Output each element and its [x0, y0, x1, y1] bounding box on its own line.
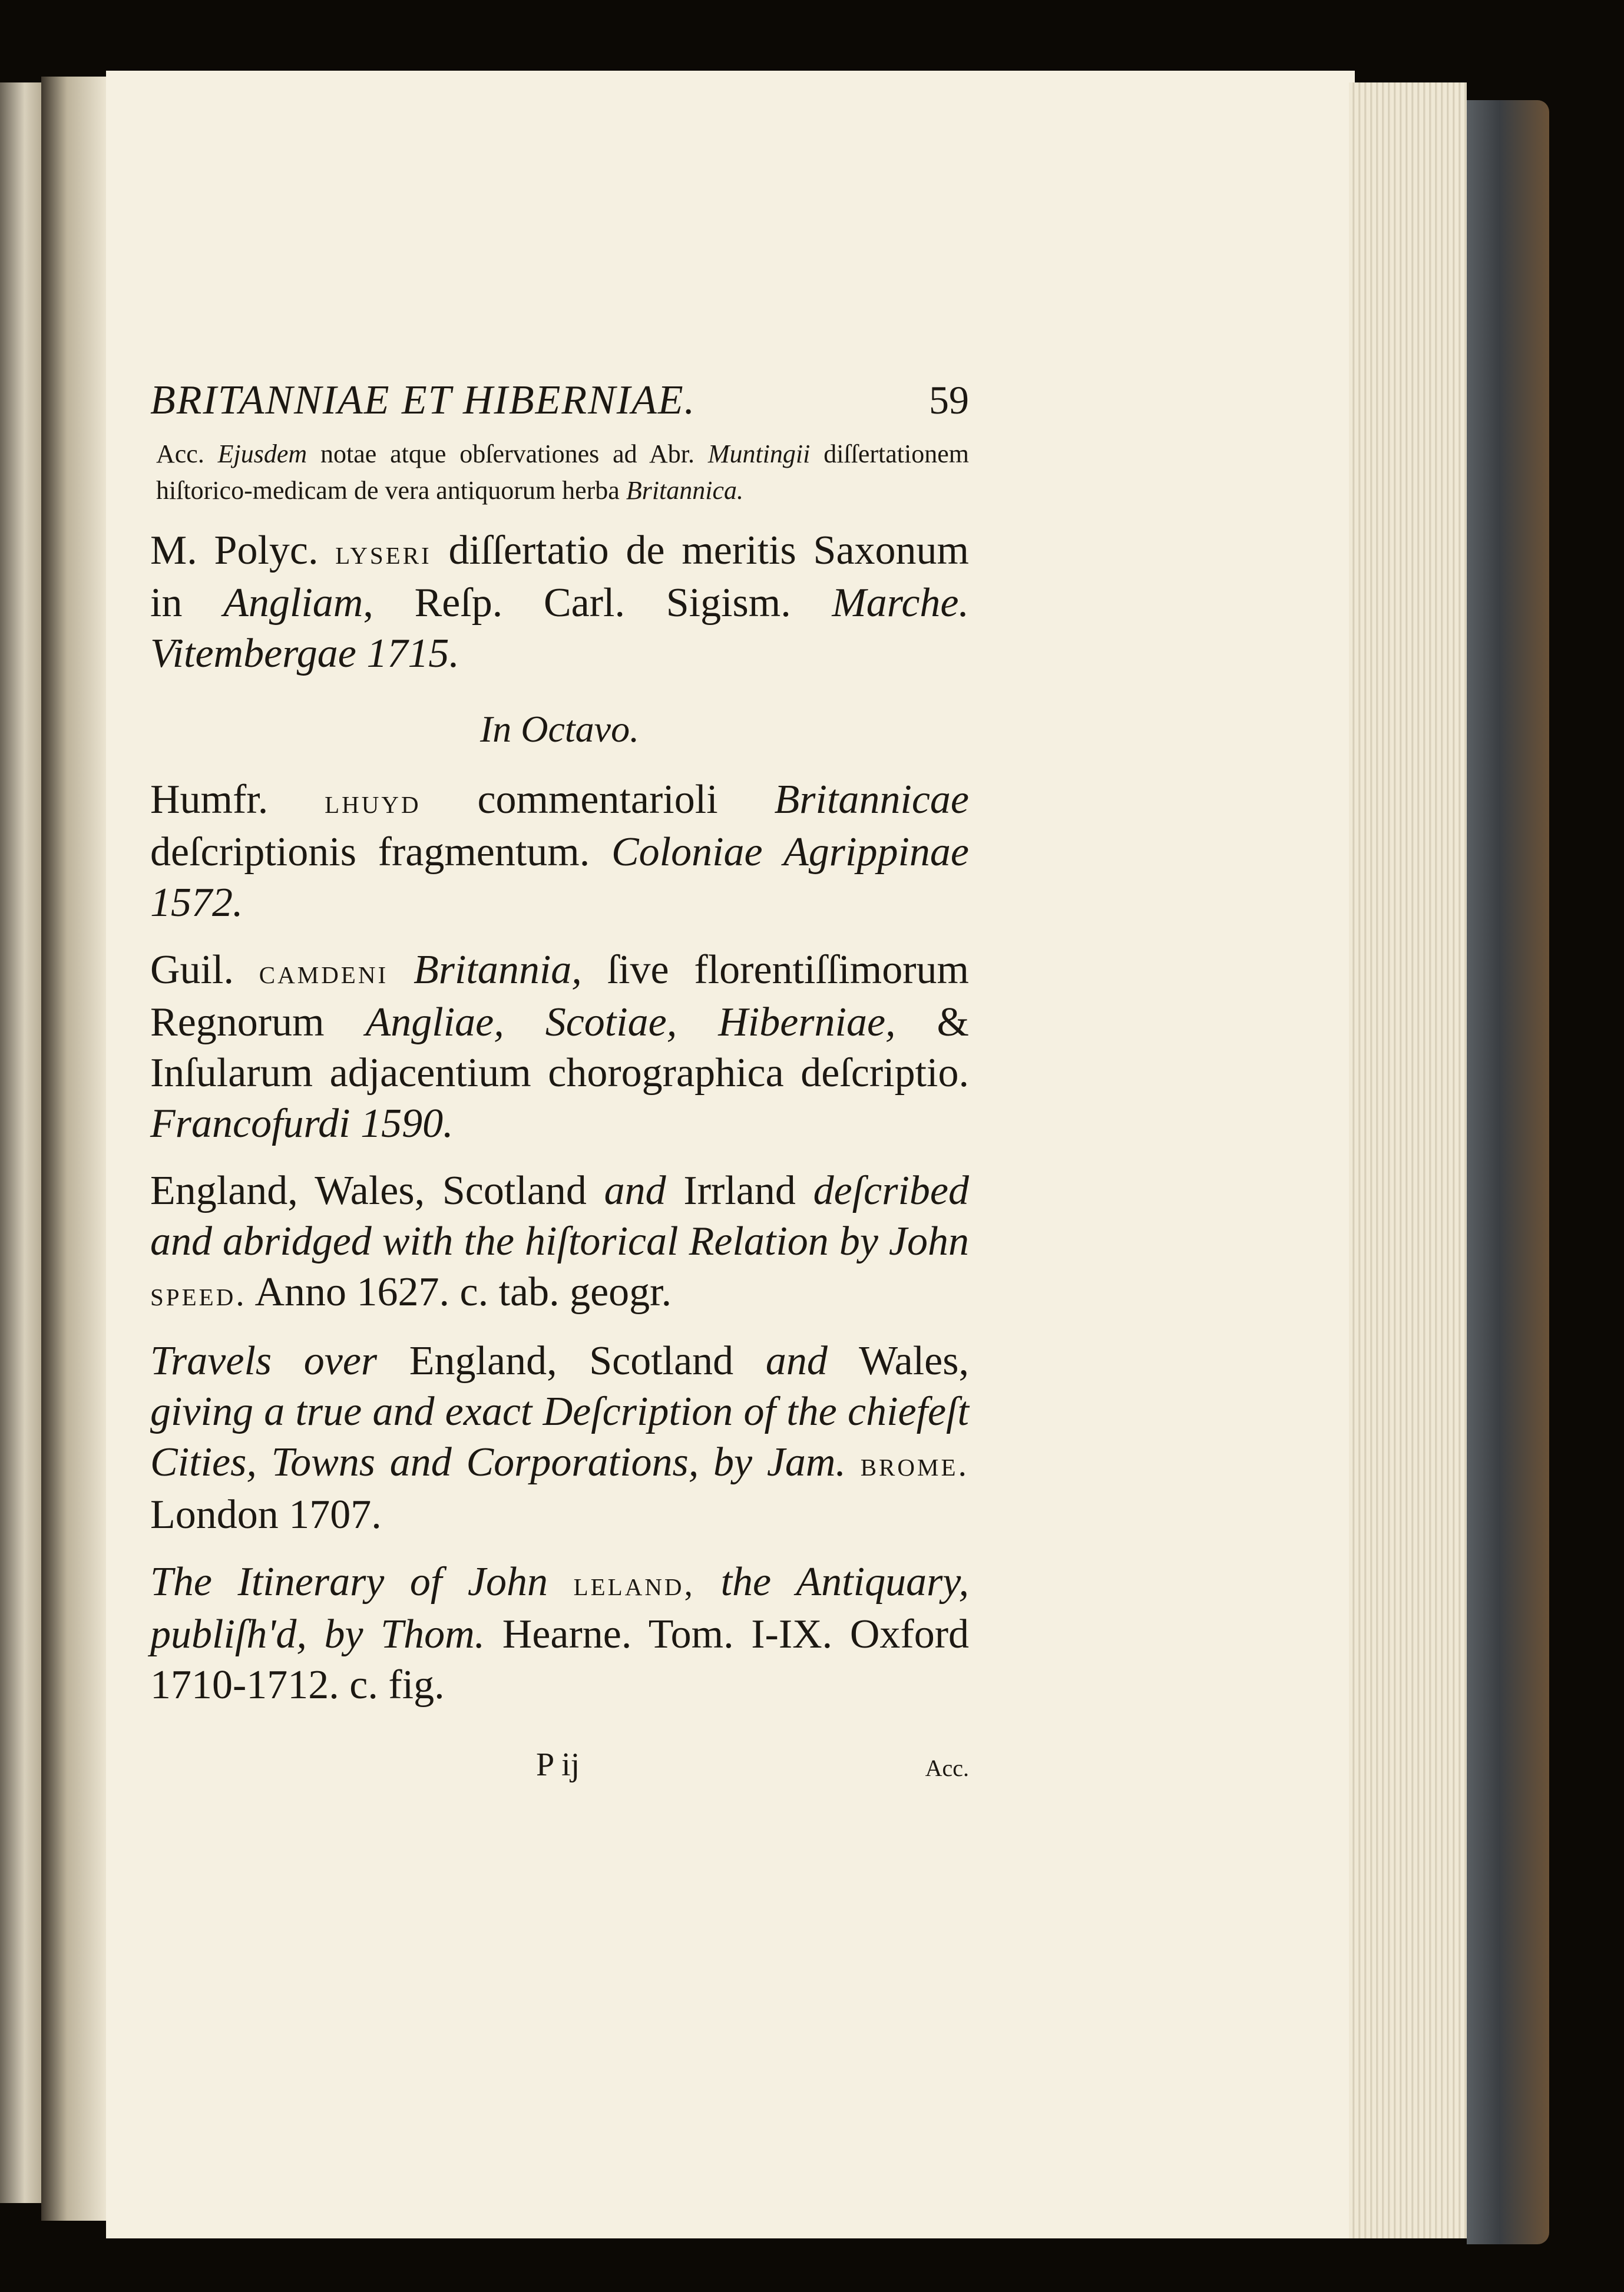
entry-text: Britannia,: [413, 947, 582, 993]
page-number: 59: [929, 378, 969, 422]
entry-text: ſive florentiſſimorum Regnorum: [150, 947, 969, 1045]
entry-text: Irrland: [666, 1168, 813, 1213]
entry-text: [695, 1559, 721, 1605]
facing-page-edge: [0, 82, 41, 2203]
entry-text: Humfr.: [150, 777, 325, 822]
bibliography-entry: [150, 945, 969, 1149]
entry-text: and: [604, 1168, 666, 1213]
entry-text: [548, 1559, 574, 1605]
entry-text: M. Polyc.: [150, 528, 336, 573]
note-paragraph: [150, 436, 969, 509]
note-text: diſſertationem hiſtorico-medicam de vera antiquorum herba: [156, 439, 970, 505]
entry-text: and: [765, 1338, 828, 1384]
entry-author: leland,: [573, 1565, 696, 1603]
entry-text: Travels over: [150, 1338, 378, 1384]
note-text: Ejusdem: [217, 439, 307, 468]
entry-text: , Reſp. Carl. Sigism.: [363, 580, 832, 626]
note-text: Britannica.: [626, 476, 744, 505]
note-text: notae atque obſervationes ad Abr.: [307, 439, 708, 468]
entry-imprint: Hearne. Tom. I-IX. Oxford 1710-1712. c. fig.: [150, 1612, 969, 1708]
catchword: Acc.: [925, 1755, 969, 1781]
page-block-edges: [1349, 82, 1467, 2238]
entry-text: Guil.: [150, 947, 259, 993]
bibliography-entry: [150, 525, 969, 679]
entry-text: deſcribed and abridged with the hiſtorical Relation by John: [150, 1168, 969, 1264]
section-heading: In Octavo.: [479, 708, 640, 750]
entry-text: Britannicae: [774, 777, 969, 822]
entry-text: The Itinerary of John: [150, 1559, 548, 1605]
bibliography-entry: [150, 1166, 969, 1319]
entry-text: [846, 1440, 861, 1485]
entry-text: the Antiquary, publiſh'd, by Thom.: [150, 1559, 970, 1657]
entry-text: England, Wales, Scotland: [150, 1168, 604, 1213]
page-footer: [150, 1746, 969, 1787]
entry-author: lyseri: [335, 533, 432, 571]
bibliography-entry: [150, 1557, 969, 1711]
entry-author: camdeni: [259, 952, 389, 991]
book-cover: [1467, 100, 1549, 2244]
entry-imprint: Coloniae Agrippinae 1572.: [150, 829, 969, 925]
entry-imprint: London 1707.: [150, 1492, 382, 1537]
entry-imprint: Francofurdi 1590.: [150, 1101, 454, 1146]
page-header: [150, 377, 969, 430]
note-text: Muntingii: [707, 439, 811, 468]
entry-author: speed.: [150, 1275, 247, 1313]
gutter: [41, 77, 106, 2221]
bibliography-entry: [150, 1336, 969, 1540]
entry-text: England, Scotland: [377, 1338, 766, 1384]
note-text: Acc.: [156, 439, 204, 468]
entry-text: [388, 947, 414, 993]
entry-author: brome.: [860, 1445, 969, 1483]
entry-text: commentarioli: [421, 777, 775, 822]
entry-text: diſſertatio de meritis Saxonum in: [150, 528, 969, 626]
bibliography-entry: [150, 775, 969, 928]
signature-mark: P ij: [536, 1747, 580, 1783]
entry-text: Angliam: [223, 580, 363, 626]
entry-text: & Inſularum adjacentium chorographica deſcriptio.: [150, 1000, 969, 1096]
entry-text: giving a true and exact Deſcription of the chiefeſt Cities, Towns and Corporations, by Jam.: [150, 1389, 969, 1485]
running-title: BRITANNIAE ET HIBERNIAE.: [150, 378, 696, 423]
entry-imprint: Anno 1627. c. tab. geogr.: [246, 1269, 672, 1315]
entry-text: Angliae, Scotiae, Hiberniae,: [365, 1000, 896, 1045]
entry-author: lhuyd: [325, 782, 421, 821]
entry-text: deſcriptionis fragmentum.: [150, 829, 611, 875]
page-text: [150, 377, 969, 1787]
entry-text: Wales,: [827, 1338, 969, 1384]
entry-imprint: Marche. Vitembergae 1715.: [150, 580, 969, 676]
